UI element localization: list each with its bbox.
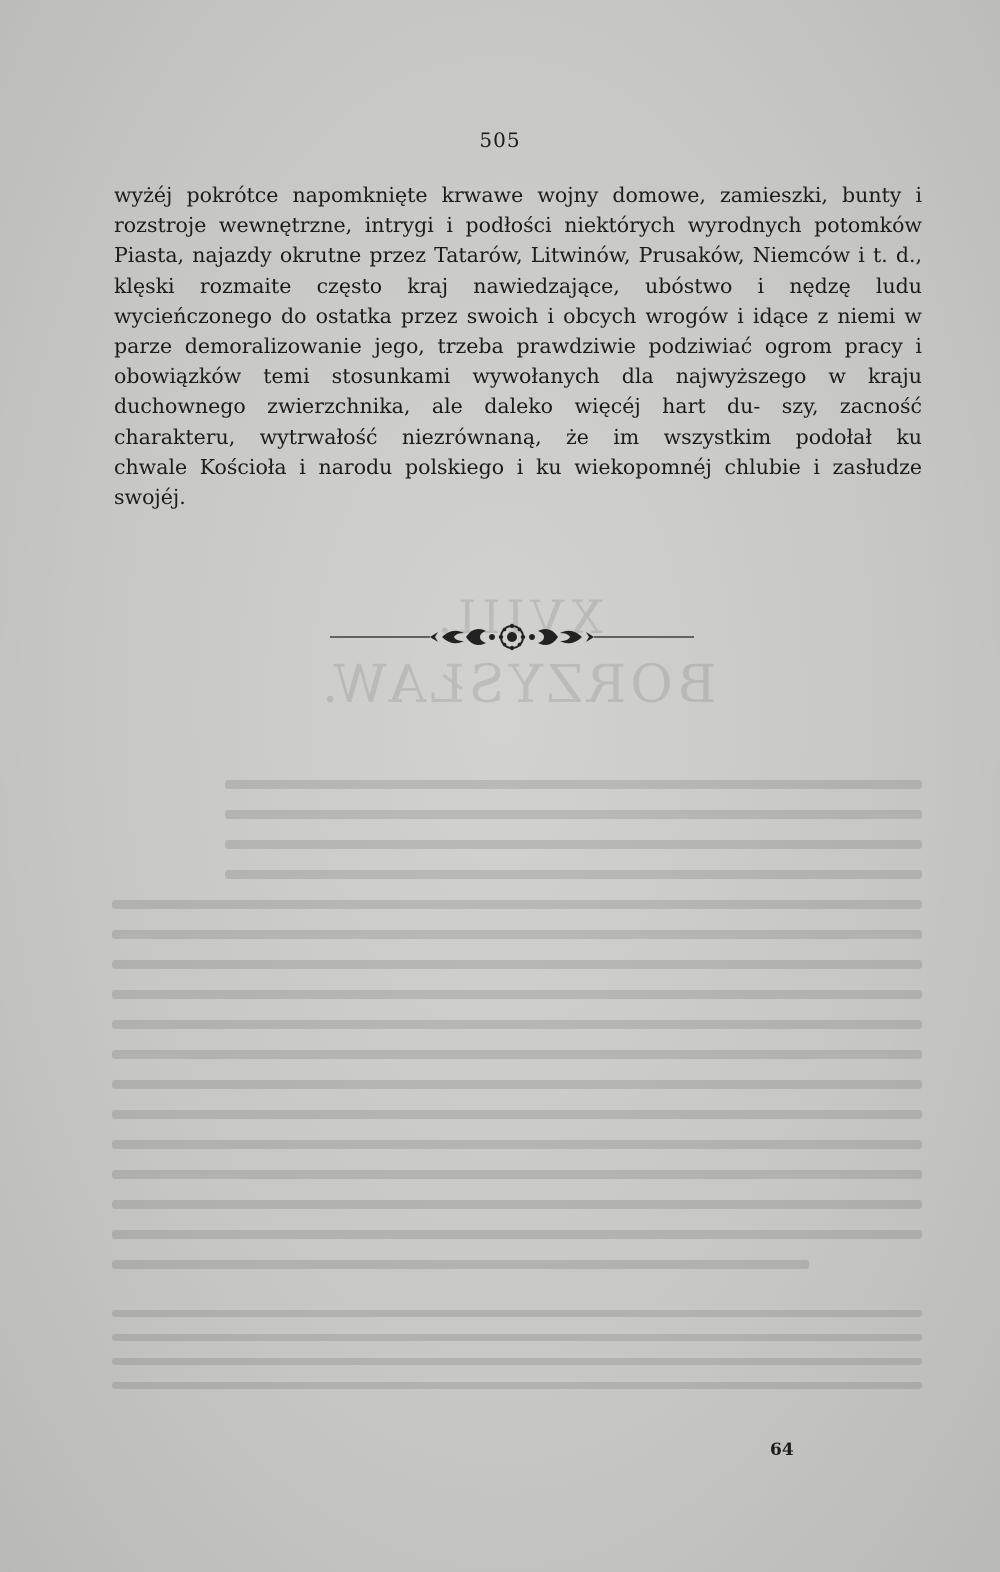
text-line: wewnętrzne, intrygi i podłości niektórych wyrodnych potomków Piasta, najazdy (114, 213, 922, 268)
reverse-side-bleed-through (112, 440, 922, 1400)
decorative-rule-ornament-icon (330, 622, 694, 652)
page-number: 505 (479, 128, 521, 152)
text-line: okrutne przez Tatarów, Litwinów, Prusaków, Niemców i t. d., klęski rozmaite (114, 243, 922, 298)
text-line: wyżéj pokrótce napomknięte krwawe wojny domowe, zamieszki, bunty i rozstroje (114, 183, 922, 238)
printer-signature-mark: 64 (770, 1440, 794, 1460)
text-line: często kraj nawiedzające, ubóstwo i nędzę ludu wycieńczonego do ostatka przez (114, 273, 922, 328)
text-line: prawdziwie podziwiać ogrom pracy i obowiązków temi stosunkami wywołanych (114, 334, 922, 389)
text-line: dla najwyższego w kraju duchownego zwierzchnika, ale daleko więcéj hart du- (114, 364, 922, 419)
bleed-heading: XVIII. (431, 590, 603, 644)
text-line-last: chwale Kościoła i narodu polskiego i ku wiekopomnéj chlubie i zasłudze swojéj. (114, 454, 922, 510)
text-line: szy, zacność charakteru, wytrwałość niezrównaną, że im wszystkim podołał ku (114, 394, 922, 449)
bleed-subheading: BORZYSŁAW. (317, 655, 717, 715)
bleed-text-lines (112, 780, 922, 1290)
body-paragraph (114, 180, 922, 512)
text-line: swoich i obcych wrogów i idące z niemi w parze demoralizowanie jego, trzeba (114, 303, 922, 359)
bleed-footnote-lines (112, 1310, 922, 1406)
